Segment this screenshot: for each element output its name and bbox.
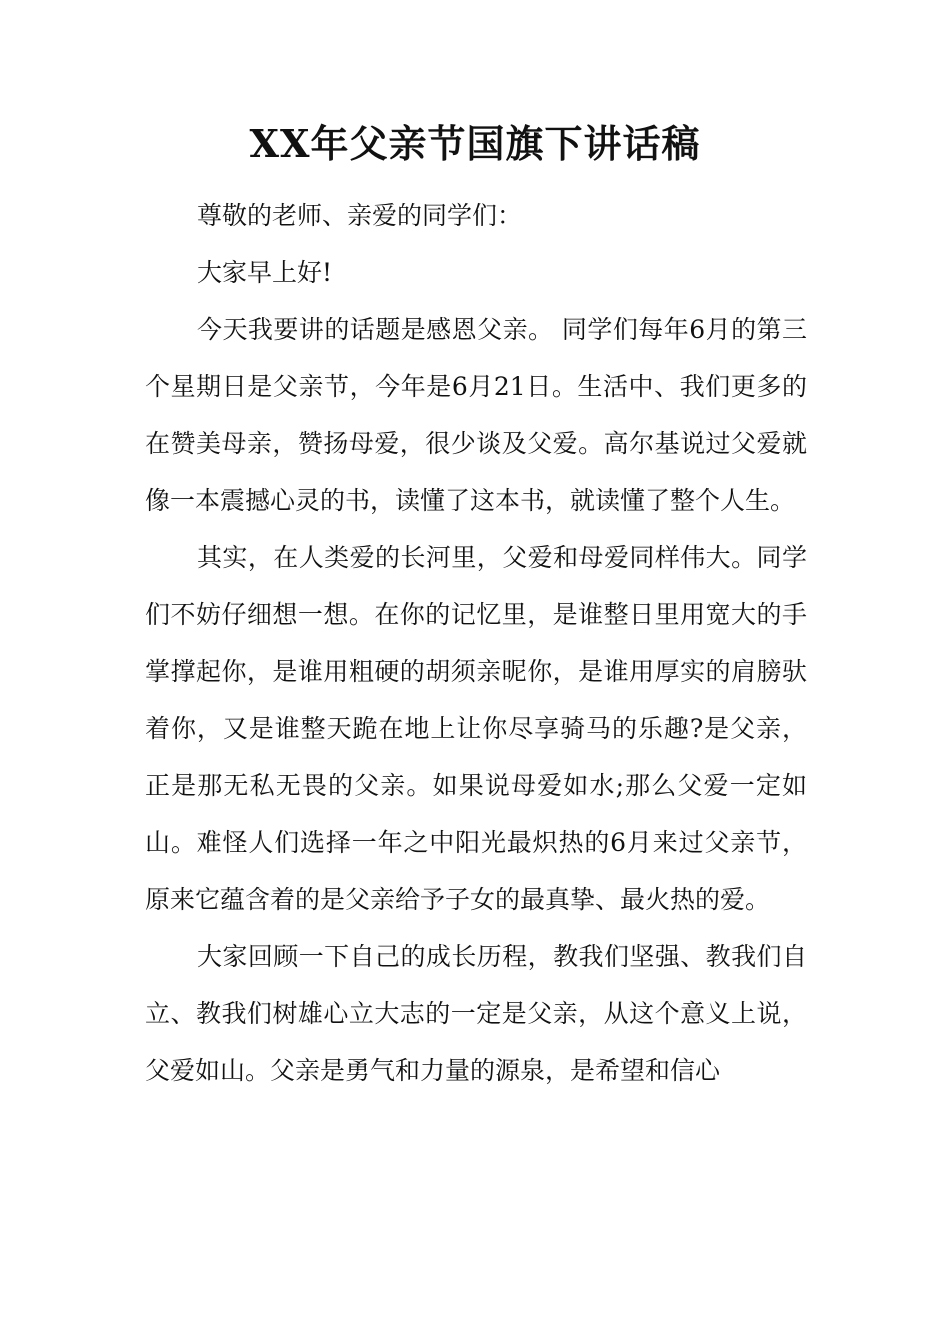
document-title: XX年父亲节国旗下讲话稿 <box>249 121 701 166</box>
paragraph-growth: 大家回顾一下自己的成长历程，教我们坚强、教我们自立、教我们树雄心立大志的一定是父亲，从这个意义上说，父爱如山。父亲是勇气和力量的源泉，是希望和信心 <box>145 942 807 1085</box>
paragraph-fathers-love: 其实，在人类爱的长河里，父爱和母爱同样伟大。同学们不妨仔细想一想。在你的记忆里，是谁整日里用宽大的手掌撑起你，是谁用粗硬的胡须亲昵你，是谁用厚实的肩膀驮着你，又是谁整天跪在地上让你尽享骑马的乐趣?是父亲，正是那无私无畏的父亲。如果说母爱如水;那么父爱一定如山。难怪人们选择一年之中阳光最炽热的6月来过父亲节，原来它蕴含着的是父亲给予子女的最真挚、最火热的爱。 <box>145 543 807 914</box>
paragraph-salutation: 尊敬的老师、亲爱的同学们： <box>197 201 523 230</box>
document-body <box>145 187 807 1099</box>
paragraph-greeting: 大家早上好! <box>197 258 333 287</box>
paragraph-intro: 今天我要讲的话题是感恩父亲。 同学们每年6月的第三个星期日是父亲节，今年是6月21日。生活中、我们更多的在赞美母亲，赞扬母爱，很少谈及父爱。高尔基说过父爱就像一本震撼心灵的书，读懂了这本书，就读懂了整个人生。 <box>145 315 807 515</box>
